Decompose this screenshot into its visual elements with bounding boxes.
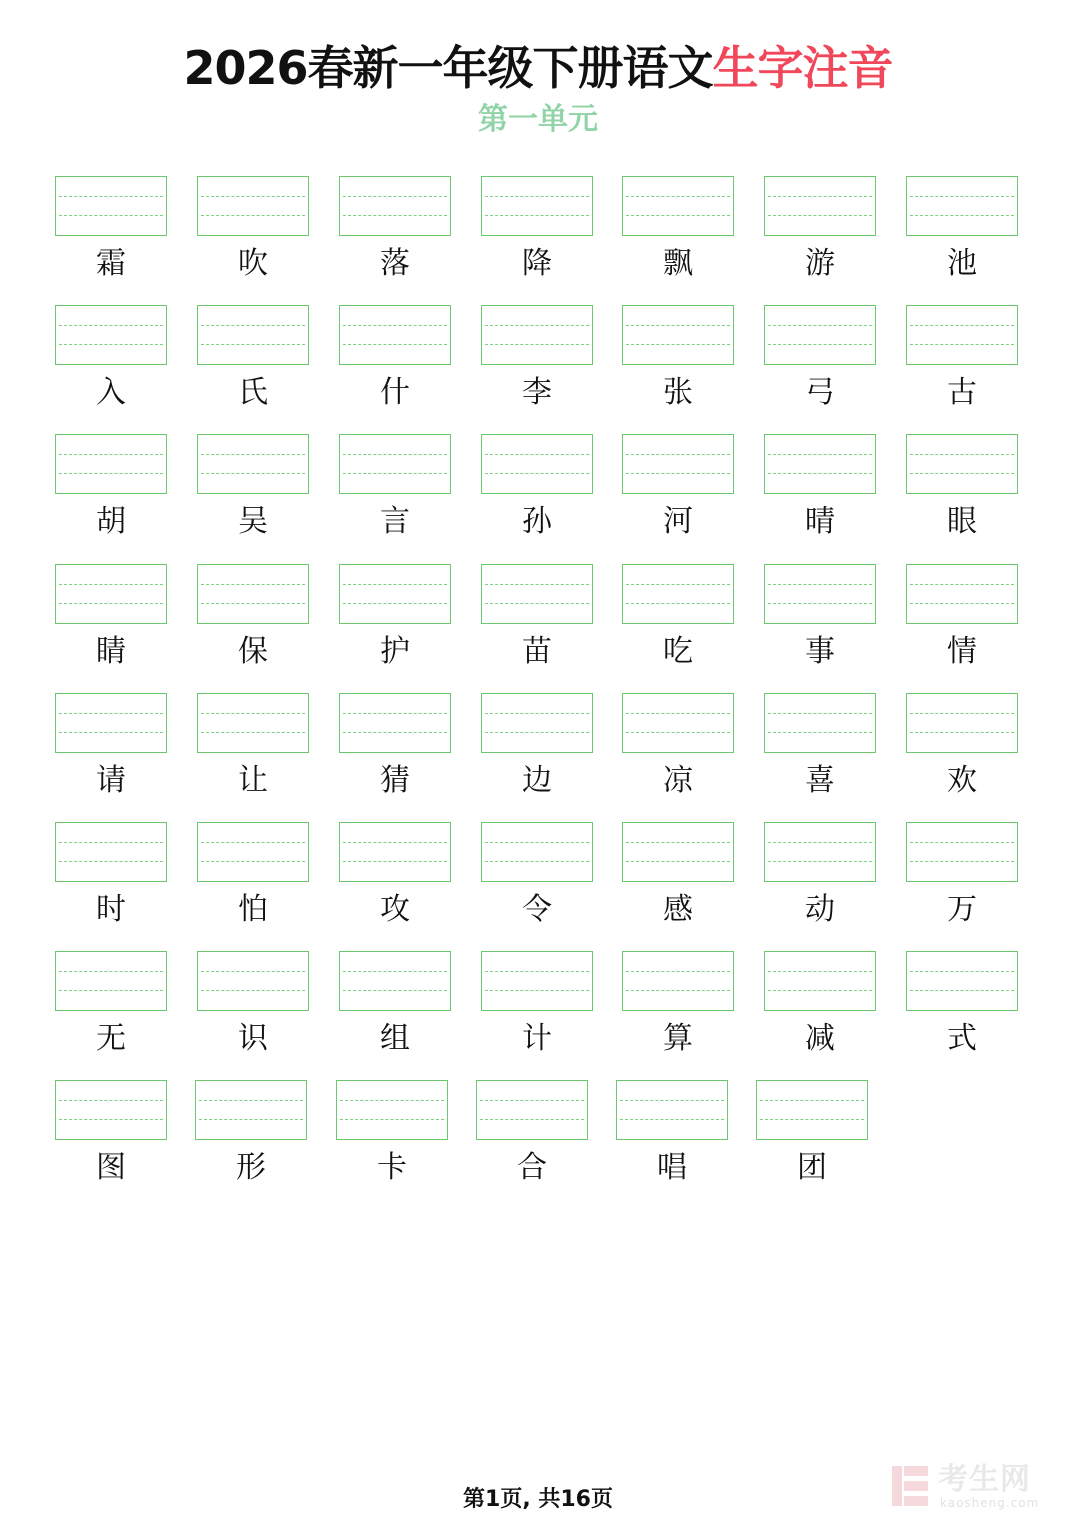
pinyin-writing-box[interactable] <box>764 951 876 1011</box>
pinyin-writing-box[interactable] <box>197 693 309 753</box>
guide-line <box>59 971 163 972</box>
character-cell <box>622 693 736 803</box>
hanzi-character: 游 <box>805 246 835 281</box>
guide-line <box>485 971 589 972</box>
guide-line <box>343 344 447 345</box>
character-cell <box>481 564 595 674</box>
page-footer: 第1页, 共16页 <box>463 1487 613 1512</box>
hanzi-character: 减 <box>805 1021 835 1056</box>
hanzi-character: 霜 <box>96 246 126 281</box>
pinyin-writing-box[interactable] <box>55 693 167 753</box>
hanzi-character: 落 <box>380 246 410 281</box>
guide-line <box>480 1100 584 1101</box>
pinyin-writing-box[interactable] <box>622 176 734 236</box>
hanzi-character: 式 <box>947 1021 977 1056</box>
hanzi-character: 攻 <box>380 892 410 927</box>
guide-line <box>343 971 447 972</box>
character-cell <box>906 693 1020 803</box>
character-cell <box>195 1080 309 1190</box>
pinyin-writing-box[interactable] <box>764 564 876 624</box>
character-cell <box>481 305 595 415</box>
guide-line <box>768 990 872 991</box>
character-cell <box>756 1080 870 1190</box>
guide-line <box>201 842 305 843</box>
hanzi-character: 团 <box>797 1150 827 1185</box>
pinyin-writing-box[interactable] <box>339 822 451 882</box>
hanzi-character: 令 <box>522 892 552 927</box>
hanzi-character: 吃 <box>663 634 693 669</box>
hanzi-character: 边 <box>522 763 552 798</box>
hanzi-character: 感 <box>663 892 693 927</box>
guide-line <box>59 325 163 326</box>
guide-line <box>343 842 447 843</box>
hanzi-character: 猜 <box>380 763 410 798</box>
guide-line <box>620 1100 724 1101</box>
pinyin-writing-box[interactable] <box>55 1080 167 1140</box>
title-main: 2026春新一年级下册语文 <box>183 41 713 95</box>
character-cell <box>622 176 736 286</box>
character-cell <box>616 1080 730 1190</box>
guide-line <box>59 990 163 991</box>
character-cell <box>906 434 1020 544</box>
pinyin-writing-box[interactable] <box>622 951 734 1011</box>
guide-line <box>910 713 1014 714</box>
guide-line <box>760 1100 864 1101</box>
pinyin-writing-box[interactable] <box>481 564 593 624</box>
character-cell <box>906 951 1020 1061</box>
guide-line <box>910 473 1014 474</box>
character-cell <box>339 564 453 674</box>
pinyin-writing-box[interactable] <box>195 1080 307 1140</box>
hanzi-character: 保 <box>238 634 268 669</box>
guide-line <box>201 990 305 991</box>
guide-line <box>768 325 872 326</box>
pinyin-writing-box[interactable] <box>764 176 876 236</box>
pinyin-writing-box[interactable] <box>339 693 451 753</box>
hanzi-character: 氏 <box>238 375 268 410</box>
character-cell <box>481 951 595 1061</box>
guide-line <box>626 713 730 714</box>
pinyin-writing-box[interactable] <box>906 951 1018 1011</box>
hanzi-character: 弓 <box>805 375 835 410</box>
pinyin-writing-box[interactable] <box>622 693 734 753</box>
pinyin-writing-box[interactable] <box>339 951 451 1011</box>
guide-line <box>201 454 305 455</box>
guide-line <box>910 842 1014 843</box>
hanzi-character: 卡 <box>377 1150 407 1185</box>
guide-line <box>768 603 872 604</box>
pinyin-writing-box[interactable] <box>55 951 167 1011</box>
hanzi-character: 张 <box>663 375 693 410</box>
pinyin-writing-box[interactable] <box>339 434 451 494</box>
character-cell <box>55 305 169 415</box>
guide-line <box>59 1119 163 1120</box>
character-cell <box>481 693 595 803</box>
hanzi-character: 孙 <box>522 504 552 539</box>
guide-line <box>768 842 872 843</box>
guide-line <box>768 196 872 197</box>
character-cell <box>55 176 169 286</box>
hanzi-character: 欢 <box>947 763 977 798</box>
guide-line <box>343 325 447 326</box>
character-cell <box>622 434 736 544</box>
hanzi-character: 无 <box>96 1021 126 1056</box>
guide-line <box>59 732 163 733</box>
guide-line <box>485 584 589 585</box>
guide-line <box>201 325 305 326</box>
pinyin-writing-box[interactable] <box>339 176 451 236</box>
hanzi-character: 河 <box>663 504 693 539</box>
guide-line <box>910 215 1014 216</box>
guide-line <box>343 454 447 455</box>
guide-line <box>485 603 589 604</box>
character-cell <box>764 434 878 544</box>
character-cell <box>55 693 169 803</box>
guide-line <box>626 215 730 216</box>
guide-line <box>201 713 305 714</box>
character-cell <box>197 176 311 286</box>
character-cell <box>906 822 1020 932</box>
pinyin-writing-box[interactable] <box>906 305 1018 365</box>
guide-line <box>343 861 447 862</box>
unit-subtitle: 第一单元 <box>478 102 598 137</box>
guide-line <box>768 732 872 733</box>
hanzi-character: 请 <box>96 763 126 798</box>
guide-line <box>626 971 730 972</box>
pinyin-writing-box[interactable] <box>906 693 1018 753</box>
hanzi-character: 图 <box>96 1150 126 1185</box>
watermark-logo-icon <box>890 1464 930 1508</box>
guide-line <box>59 344 163 345</box>
guide-line <box>768 473 872 474</box>
pinyin-writing-box[interactable] <box>55 822 167 882</box>
character-cell <box>55 434 169 544</box>
guide-line <box>201 861 305 862</box>
guide-line <box>626 990 730 991</box>
pinyin-writing-box[interactable] <box>197 564 309 624</box>
guide-line <box>626 861 730 862</box>
pinyin-writing-box[interactable] <box>339 305 451 365</box>
guide-line <box>485 344 589 345</box>
hanzi-character: 什 <box>380 375 410 410</box>
pinyin-writing-box[interactable] <box>906 564 1018 624</box>
guide-line <box>480 1119 584 1120</box>
guide-line <box>768 861 872 862</box>
hanzi-character: 组 <box>380 1021 410 1056</box>
character-cell <box>764 176 878 286</box>
guide-line <box>910 196 1014 197</box>
guide-line <box>201 196 305 197</box>
character-cell <box>481 822 595 932</box>
character-cell <box>622 822 736 932</box>
pinyin-writing-box[interactable] <box>481 434 593 494</box>
guide-line <box>59 603 163 604</box>
hanzi-character: 护 <box>380 634 410 669</box>
pinyin-writing-box[interactable] <box>764 434 876 494</box>
pinyin-writing-box[interactable] <box>476 1080 588 1140</box>
hanzi-character: 李 <box>522 375 552 410</box>
guide-line <box>768 215 872 216</box>
guide-line <box>485 842 589 843</box>
guide-line <box>768 344 872 345</box>
character-cell <box>906 305 1020 415</box>
pinyin-writing-box[interactable] <box>55 434 167 494</box>
guide-line <box>626 196 730 197</box>
pinyin-writing-box[interactable] <box>616 1080 728 1140</box>
guide-line <box>626 454 730 455</box>
guide-line <box>199 1119 303 1120</box>
pinyin-writing-box[interactable] <box>481 176 593 236</box>
character-cell <box>55 951 169 1061</box>
pinyin-writing-box[interactable] <box>622 822 734 882</box>
guide-line <box>59 842 163 843</box>
guide-line <box>201 971 305 972</box>
character-cell <box>622 951 736 1061</box>
guide-line <box>626 325 730 326</box>
hanzi-character: 吹 <box>238 246 268 281</box>
guide-line <box>201 732 305 733</box>
title-highlight: 生字注音 <box>712 41 893 95</box>
character-cell <box>481 176 595 286</box>
guide-line <box>343 990 447 991</box>
guide-line <box>59 215 163 216</box>
guide-line <box>201 215 305 216</box>
guide-line <box>343 732 447 733</box>
character-cell <box>339 176 453 286</box>
guide-line <box>485 473 589 474</box>
guide-line <box>768 454 872 455</box>
guide-line <box>201 473 305 474</box>
hanzi-character: 古 <box>947 375 977 410</box>
hanzi-character: 喜 <box>805 763 835 798</box>
guide-line <box>626 584 730 585</box>
guide-line <box>343 603 447 604</box>
pinyin-writing-box[interactable] <box>197 176 309 236</box>
character-cell <box>197 434 311 544</box>
character-cell <box>339 693 453 803</box>
guide-line <box>485 732 589 733</box>
guide-line <box>910 584 1014 585</box>
guide-line <box>485 196 589 197</box>
hanzi-character: 动 <box>805 892 835 927</box>
pinyin-writing-box[interactable] <box>906 176 1018 236</box>
pinyin-writing-box[interactable] <box>55 564 167 624</box>
pinyin-writing-box[interactable] <box>764 693 876 753</box>
guide-line <box>343 215 447 216</box>
guide-line <box>910 732 1014 733</box>
hanzi-character: 万 <box>947 892 977 927</box>
character-cell <box>197 693 311 803</box>
character-cell <box>55 822 169 932</box>
character-cell <box>336 1080 450 1190</box>
character-cell <box>339 951 453 1061</box>
guide-line <box>485 861 589 862</box>
guide-line <box>910 454 1014 455</box>
character-cell <box>764 564 878 674</box>
guide-line <box>760 1119 864 1120</box>
hanzi-character: 入 <box>96 375 126 410</box>
guide-line <box>910 344 1014 345</box>
guide-line <box>59 196 163 197</box>
guide-line <box>910 971 1014 972</box>
pinyin-writing-box[interactable] <box>756 1080 868 1140</box>
guide-line <box>626 473 730 474</box>
hanzi-character: 合 <box>517 1150 547 1185</box>
guide-line <box>340 1100 444 1101</box>
character-cell <box>764 951 878 1061</box>
guide-line <box>343 196 447 197</box>
guide-line <box>59 861 163 862</box>
guide-line <box>768 713 872 714</box>
hanzi-character: 事 <box>805 634 835 669</box>
guide-line <box>59 584 163 585</box>
pinyin-writing-box[interactable] <box>197 951 309 1011</box>
guide-line <box>626 603 730 604</box>
watermark-name: 考生网 <box>938 1462 1031 1497</box>
character-cell <box>622 564 736 674</box>
character-cell <box>622 305 736 415</box>
guide-line <box>201 603 305 604</box>
hanzi-character: 吴 <box>238 504 268 539</box>
pinyin-writing-box[interactable] <box>906 434 1018 494</box>
hanzi-character: 情 <box>947 634 977 669</box>
character-cell <box>476 1080 590 1190</box>
guide-line <box>201 344 305 345</box>
pinyin-writing-box[interactable] <box>481 305 593 365</box>
hanzi-character: 识 <box>238 1021 268 1056</box>
pinyin-writing-box[interactable] <box>906 822 1018 882</box>
pinyin-writing-box[interactable] <box>55 305 167 365</box>
guide-line <box>340 1119 444 1120</box>
hanzi-character: 凉 <box>663 763 693 798</box>
pinyin-writing-box[interactable] <box>764 305 876 365</box>
hanzi-character: 计 <box>522 1021 552 1056</box>
character-cell <box>197 822 311 932</box>
pinyin-writing-box[interactable] <box>622 564 734 624</box>
guide-line <box>485 325 589 326</box>
guide-line <box>485 713 589 714</box>
guide-line <box>59 1100 163 1101</box>
guide-line <box>59 713 163 714</box>
character-cell <box>339 305 453 415</box>
hanzi-character: 胡 <box>96 504 126 539</box>
guide-line <box>59 454 163 455</box>
pinyin-writing-box[interactable] <box>55 176 167 236</box>
hanzi-character: 唱 <box>657 1150 687 1185</box>
character-cell <box>339 822 453 932</box>
pinyin-writing-box[interactable] <box>622 305 734 365</box>
character-cell <box>197 951 311 1061</box>
character-cell <box>197 564 311 674</box>
guide-line <box>910 325 1014 326</box>
hanzi-character: 让 <box>238 763 268 798</box>
pinyin-writing-box[interactable] <box>481 693 593 753</box>
hanzi-character: 降 <box>522 246 552 281</box>
guide-line <box>485 215 589 216</box>
hanzi-character: 晴 <box>805 504 835 539</box>
character-cell <box>906 564 1020 674</box>
guide-line <box>626 842 730 843</box>
hanzi-character: 言 <box>380 504 410 539</box>
guide-line <box>910 990 1014 991</box>
guide-line <box>343 713 447 714</box>
guide-line <box>768 584 872 585</box>
pinyin-writing-box[interactable] <box>481 822 593 882</box>
character-cell <box>764 693 878 803</box>
character-cell <box>764 305 878 415</box>
guide-line <box>626 732 730 733</box>
guide-line <box>199 1100 303 1101</box>
guide-line <box>626 344 730 345</box>
hanzi-character: 怕 <box>238 892 268 927</box>
guide-line <box>343 473 447 474</box>
guide-line <box>485 990 589 991</box>
guide-line <box>910 603 1014 604</box>
guide-line <box>485 454 589 455</box>
pinyin-writing-box[interactable] <box>197 305 309 365</box>
character-cell <box>197 305 311 415</box>
character-cell <box>906 176 1020 286</box>
character-cell <box>481 434 595 544</box>
hanzi-character: 眼 <box>947 504 977 539</box>
hanzi-character: 飘 <box>663 246 693 281</box>
guide-line <box>59 473 163 474</box>
guide-line <box>620 1119 724 1120</box>
guide-line <box>201 584 305 585</box>
character-cell <box>55 1080 169 1190</box>
pinyin-writing-box[interactable] <box>764 822 876 882</box>
character-cell <box>339 434 453 544</box>
watermark <box>890 1462 1060 1514</box>
hanzi-character: 睛 <box>96 634 126 669</box>
hanzi-character: 池 <box>947 246 977 281</box>
guide-line <box>910 861 1014 862</box>
guide-line <box>343 584 447 585</box>
hanzi-character: 形 <box>236 1150 266 1185</box>
hanzi-character: 苗 <box>522 634 552 669</box>
pinyin-writing-box[interactable] <box>339 564 451 624</box>
character-cell <box>764 822 878 932</box>
character-cell <box>55 564 169 674</box>
watermark-domain: kaosheng.com <box>940 1496 1040 1510</box>
pinyin-writing-box[interactable] <box>481 951 593 1011</box>
hanzi-character: 时 <box>96 892 126 927</box>
pinyin-writing-box[interactable] <box>197 822 309 882</box>
pinyin-writing-box[interactable] <box>197 434 309 494</box>
hanzi-character: 算 <box>663 1021 693 1056</box>
pinyin-writing-box[interactable] <box>622 434 734 494</box>
pinyin-writing-box[interactable] <box>336 1080 448 1140</box>
guide-line <box>768 971 872 972</box>
